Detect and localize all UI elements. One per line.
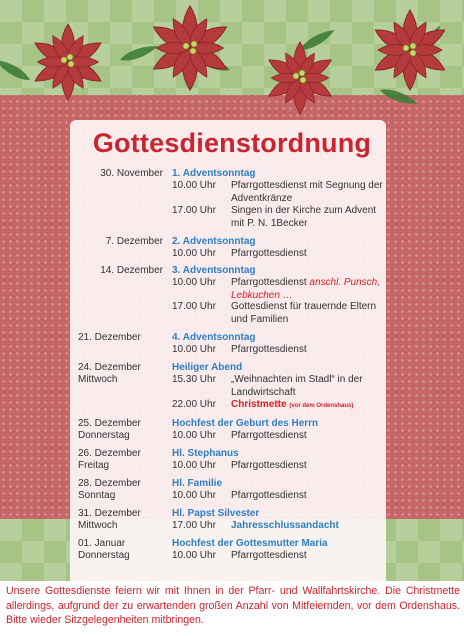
entry-text: „Weihnachten im Stadl“ in der Landwirtschaft — [231, 374, 363, 398]
entry-feast: Hochfest der Gottesmutter Maria — [172, 538, 328, 549]
entry-date: 7. Dezember — [105, 236, 163, 247]
entry-date: 30. November — [100, 168, 163, 179]
entry-time: 15.30 Uhr — [172, 374, 216, 385]
entry-weekday: Sonntag — [78, 490, 116, 501]
entry-text: Pfarrgottesdienst — [231, 490, 307, 501]
entry-date: 21. Dezember — [78, 332, 141, 343]
entry-date: 31. Dezember — [78, 508, 141, 519]
entry-time: 17.00 Uhr — [172, 205, 216, 216]
footer-note: Unsere Gottesdienste feiern wir mit Ihnen in der Pfarr- und Wallfahrtskirche. Die Christmette allerdings, aufgrund der zu erwartenden großen Anzahl von Mitfeiernden, vor dem Ordenshaus. Bitte wieder Sitzgelegenheiten mitbringen. — [6, 585, 460, 626]
entry-text: Pfarrgottesdienst — [231, 344, 307, 355]
entry-feast: Hl. Papst Silvester — [172, 508, 260, 519]
page-title: Gottesdienstordnung — [92, 128, 372, 158]
entry-feast: 4. Adventsonntag — [172, 332, 256, 343]
entry-date: 28. Dezember — [78, 478, 141, 489]
entry-note: anschl. Punsch, Lebkuchen … — [231, 277, 380, 301]
poinsettia-decoration — [0, 0, 464, 120]
entry-text: Pfarrgottesdienst — [231, 460, 307, 471]
entry-weekday: Freitag — [78, 460, 110, 471]
entry-text: Pfarrgottesdienst — [231, 248, 307, 259]
entry-date: 24. Dezember — [78, 362, 141, 373]
entry-time: 10.00 Uhr — [172, 344, 216, 355]
christmette-label: Christmette — [231, 399, 287, 410]
entry-text: Jahresschlussandacht — [231, 520, 339, 531]
entry-time: 10.00 Uhr — [172, 248, 216, 259]
entry-text: Pfarrgottesdienst mit Segnung der Adventkränze — [231, 180, 383, 204]
entry-feast: Hl. Stephanus — [172, 448, 239, 459]
entry-feast: 2. Adventsonntag — [172, 236, 256, 247]
entry-feast: Hl. Familie — [172, 478, 223, 489]
entry-time: 10.00 Uhr — [172, 430, 216, 441]
entry-feast: Heiliger Abend — [172, 362, 243, 373]
entry-time: 10.00 Uhr — [172, 180, 216, 191]
entry-text: Pfarrgottesdienst — [231, 430, 307, 441]
entry-time: 17.00 Uhr — [172, 301, 216, 312]
entry-text: Singen in der Kirche zum Advent mit P. N. 1Becker — [231, 205, 377, 229]
entry-feast: 3. Adventsonntag — [172, 265, 256, 276]
entry-text: Gottesdienst für trauernde Eltern und Familien — [231, 301, 377, 325]
entry-text — [231, 277, 391, 302]
entry-weekday: Mittwoch — [78, 520, 118, 531]
entry-text-main: Pfarrgottesdienst — [231, 277, 307, 288]
entry-note: (vor dem Ordenshaus) — [289, 403, 354, 409]
entry-text: Pfarrgottesdienst — [231, 550, 307, 561]
entry-date: 14. Dezember — [100, 265, 163, 276]
entry-date: 26. Dezember — [78, 448, 141, 459]
entry-time: 10.00 Uhr — [172, 550, 216, 561]
entry-text — [231, 399, 391, 413]
entry-time: 22.00 Uhr — [172, 399, 216, 410]
entry-time: 10.00 Uhr — [172, 277, 216, 288]
entry-feast: 1. Adventsonntag — [172, 168, 256, 179]
entry-time: 10.00 Uhr — [172, 490, 216, 501]
entry-feast: Hochfest der Geburt des Herrn — [172, 418, 319, 429]
entry-weekday: Donnerstag — [78, 550, 130, 561]
entry-date: 25. Dezember — [78, 418, 141, 429]
entry-weekday: Mittwoch — [78, 374, 118, 385]
entry-time: 17.00 Uhr — [172, 520, 216, 531]
entry-time: 10.00 Uhr — [172, 460, 216, 471]
entry-date: 01. Januar — [78, 538, 126, 549]
entry-weekday: Donnerstag — [78, 430, 130, 441]
